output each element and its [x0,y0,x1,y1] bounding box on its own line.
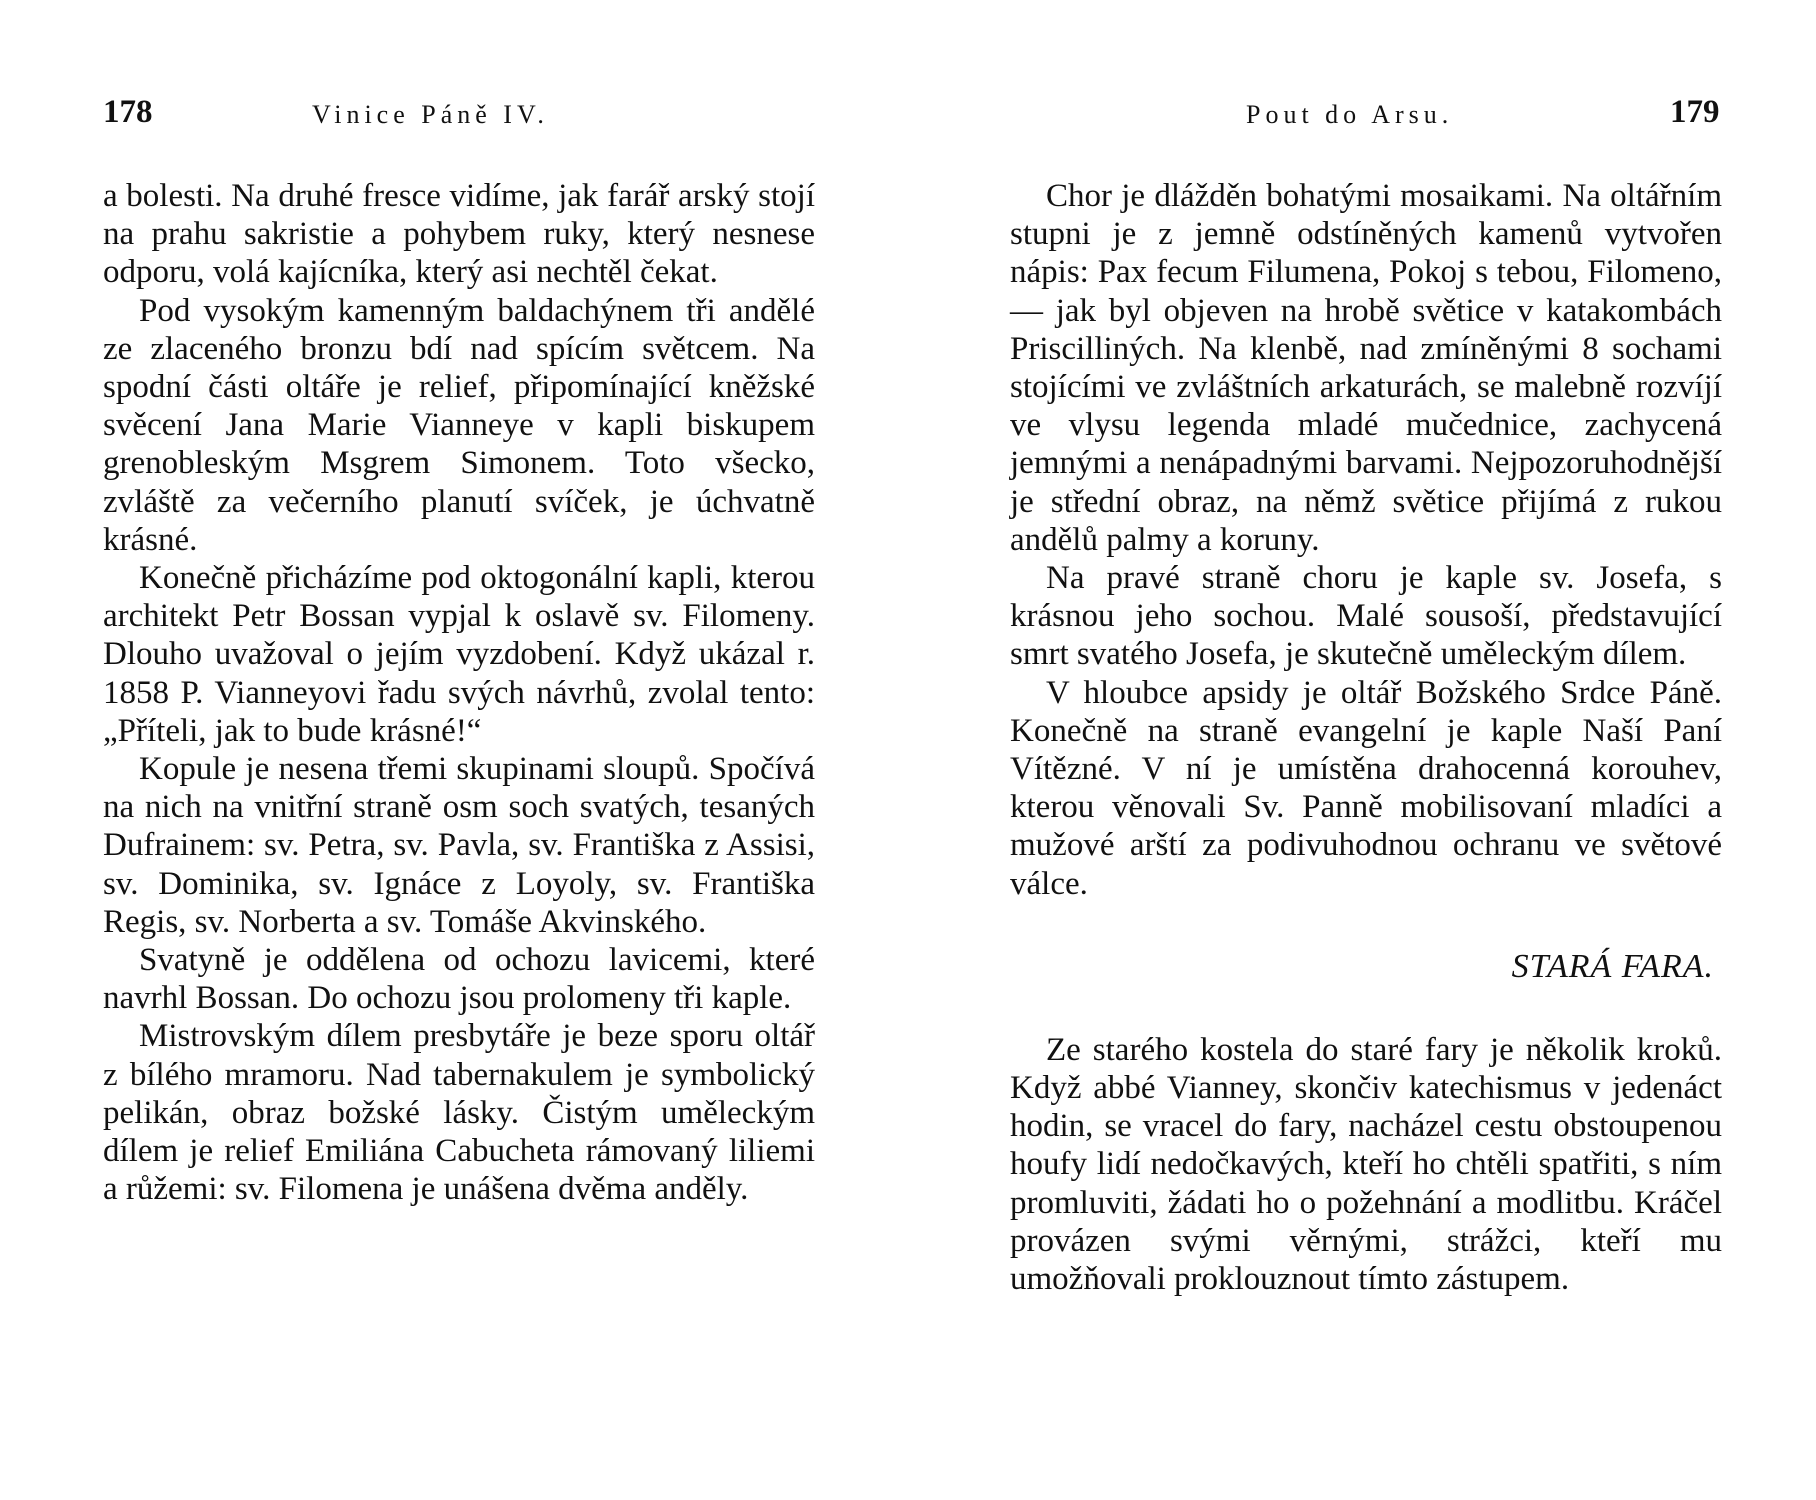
paragraph: Ze starého kostela do staré fary je několik kroků. Když abbé Vianney, skončiv katechismus v jedenáct hodin, se vracel do fary, nacházel cestu obstoupenou houfy lidí nedočkavých, kteří ho chtěli spatřiti, s ním promluviti, žádati ho o požehnání a modlitbu. Kráčel provázen svými věrnými, strážci, kteří mu umožňovali proklouznout tímto zástupem. [1010,1031,1722,1298]
paragraph: a bolesti. Na druhé fresce vidíme, jak farář arský stojí na prahu sakristie a pohybem ruky, který nesnese odporu, volá kajícníka, který asi nechtěl čekat. [103,178,815,291]
page-number: 178 [103,94,153,130]
paragraph: Pod vysokým kamenným baldachýnem tři andělé ze zlaceného bronzu bdí nad spícím světcem. Na spodní části oltáře je relief, připomínající kněžské svěcení Jana Marie Vianneye v kapli biskupem grenobleským Msgrem Simonem. Toto všecko, zvláště za večerního planutí svíček, je úchvatně krásné. [103,292,815,558]
paragraph: Chor je dlážděn bohatými mosaikami. Na oltářním stupni je z jemně odstíněných kamenů vytvořen nápis: Pax fecum Filumena, Pokoj s tebou, Filomeno, — jak byl objeven na hrobě světice v katakombách Priscilliných. Na klenbě, nad zmíněnými 8 sochami stojícími ve zvláštních arkaturách, se malebně rozvíjí ve vlysu legenda mladé mučednice, zachycená jemnými a nenápadnými barvami. Nejpozoruhodnější je střední obraz, na němž světice přijímá z rukou andělů palmy a koruny. [1010,178,1722,558]
paragraph: Mistrovským dílem presbytáře je beze sporu oltář z bílého mramoru. Nad tabernakulem je symbolický pelikán, obraz božské lásky. Čistým uměleckým dílem je relief Emiliána Cabucheta rámovaný liliemi a růžemi: sv. Filomena je unášena dvěma anděly. [103,1018,815,1208]
section-heading: STARÁ FARA. [1511,947,1714,985]
running-head: Pout do Arsu. [1246,100,1454,129]
paragraph: Konečně přicházíme pod oktogonální kapli, kterou architekt Petr Bossan vypjal k oslavě sv. Filomeny. Dlouho uvažoval o jejím vyzdobení. Když ukázal r. 1858 P. Vianneyovi řadu svých návrhů, zvolal tento: „Příteli, jak to bude krásné!“ [103,560,815,749]
paragraph: Na pravé straně choru je kaple sv. Josefa, s krásnou jeho sochou. Malé sousoší, představující smrt svatého Josefa, je skutečně uměleckým dílem. [1010,560,1722,673]
running-head: Vinice Páně IV. [312,100,549,129]
paragraph: Svatyně je oddělena od ochozu lavicemi, které navrhl Bossan. Do ochozu jsou prolomeny tři kaple. [103,942,815,1017]
paragraph: V hloubce apsidy je oltář Božského Srdce Páně. Konečně na straně evangelní je kaple Naší Paní Vítězné. V ní je umístěna drahocenná korouhev, kterou věnovali Sv. Panně mobilisovaní mladíci a mužové arští za podivuhodnou ochranu ve světové válce. [1010,674,1722,902]
page-number: 179 [1670,94,1720,130]
right-page-body [1010,177,1722,1298]
left-page-body [103,177,815,1208]
paragraph: Kopule je nesena třemi skupinami sloupů. Spočívá na nich na vnitřní straně osm soch svatých, tesaných Dufrainem: sv. Petra, sv. Pavla, sv. Františka z Assisi, sv. Dominika, sv. Ignáce z Loyoly, sv. Františka Regis, sv. Norberta a sv. Tomáše Akvinského. [103,751,815,940]
right-page [908,0,1816,1500]
